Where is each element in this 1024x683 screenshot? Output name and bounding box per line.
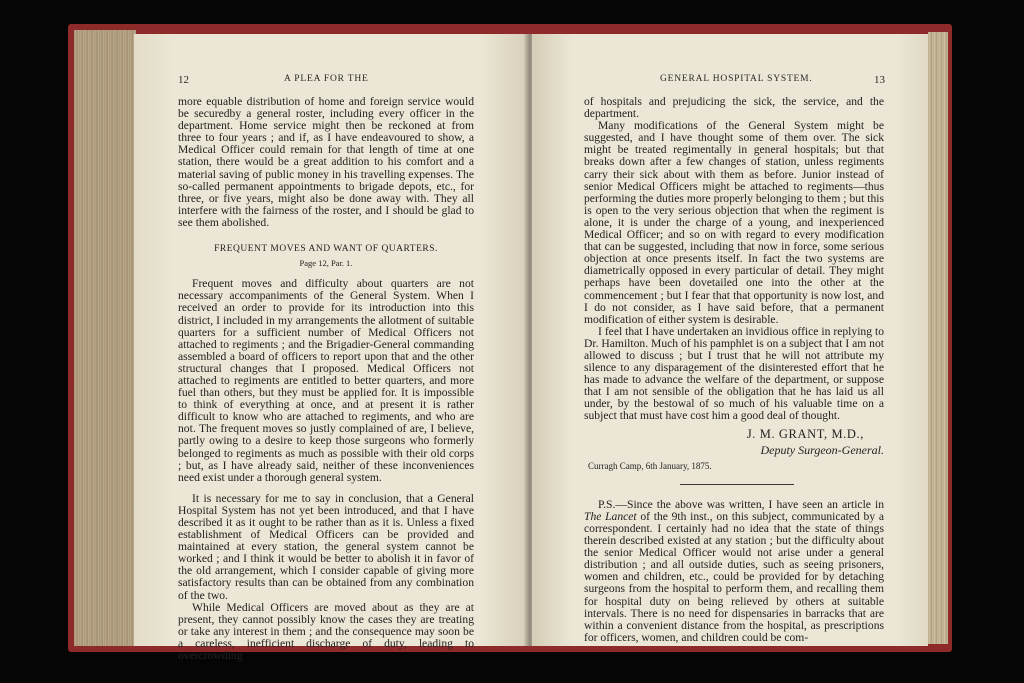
right-page-number: 13: [874, 74, 885, 86]
left-page-edges: [74, 30, 136, 646]
left-page: [134, 34, 528, 663]
postscript: [584, 499, 884, 644]
ps-opening: P.S.—Since the above was written, I have seen an article in: [598, 497, 884, 511]
right-page-body: [584, 96, 884, 644]
signature-title: Deputy Surgeon-General.: [760, 442, 884, 457]
left-paragraph-4: While Medical Officers are moved about as they are at present, they cannot possibly know the cases they are treating or take any interest in them ; and the consequence may soon be a careless, inefficient discharge of duty, leading to overcrowding: [178, 600, 474, 663]
right-page: [532, 34, 928, 646]
right-running-head: GENERAL HOSPITAL SYSTEM.: [660, 74, 813, 84]
section-title: FREQUENT MOVES AND WANT OF QUARTERS.: [214, 244, 438, 255]
right-paragraph-1: of hospitals and prejudicing the sick, the service, and the department.: [584, 95, 884, 121]
left-page-body: [178, 96, 474, 662]
signature-place-date: Curragh Camp, 6th January, 1875.: [588, 460, 712, 471]
right-page-edges: [928, 32, 948, 644]
left-page-number: 12: [178, 74, 189, 86]
ps-text: of the 9th inst., on this subject, communicated by a correspondent. I certainly had no idea that the state of things therein described existed at any station ; but the difficulty about the senior Medical Officer would not arise under a general distribution ; and all outside duties, such as seeing prisoners, women and children, etc., could be provided for by detaching surgeons from the hospital to perform them, and recalling them for hospital duty on being relieved by others at suitable intervals. There is no need for dispensaries in barracks that are within a convenient distance from the hospital, as prescriptions for officers, women, and children could be com-: [584, 509, 885, 644]
right-paragraph-2: Many modifications of the General System might be suggested, and I have thought some of them over. The sick might be treated regimentally in general hospitals; but that breaks down after a few changes of station, unless regiments carry their sick about with them as before. Junior instead of senior Medical Officers might be attached to regiments—thus performing the duties more properly belonging to them ; but this is open to the very serious objection that when the regiment is alone, it is under the charge of a young, and inexperienced Medical Officer; and so on with regard to every modification that can be suggested, including that now in force, some serious objection at once presents itself. In fact the two systems are diametrically opposed in every particular of detail. They might perhaps have been dovetailed one into the other at the commencement ; but I fear that that opportunity is now lost, and I do not consider, as I have said before, that a permanent modification of either system is desirable.: [584, 119, 884, 326]
signature-name: J. M. GRANT, M.D.,: [746, 426, 864, 441]
left-paragraph-3: It is necessary for me to say in conclusion, that a General Hospital System has not yet been introduced, and that I have described it as it ought to be rather than as it is. Unless a fixed establishment of Medical Officers can be provided and maintained at every station, the general system cannot be worked ; and I think it would be better to abolish it in favor of the old arrangement, which I consider capable of giving more satisfactory results than can be obtained from any combination of the two.: [178, 491, 474, 602]
ps-journal: The Lancet: [584, 509, 637, 523]
right-paragraph-3: I feel that I have undertaken an invidious office in replying to Dr. Hamilton. Much of his pamphlet is on a subject that I am not allowed to discuss ; but I trust that he will not attribute my silence to any disparagement of the disinterested effort that he has made to advance the welfare of the department, or suppose that I am not sensible of the obligation that he has laid us all under, by the bestowal of so much of his valuable time on a subject that must have cost him a good deal of thought.: [584, 324, 884, 423]
left-paragraph-1: more equable distribution of home and foreign service would be securedby a general roster, including every officer in the department. Home service might then be reckoned at from three to four years ; and if, as I have endeavoured to show, a Medical Officer could remain for that length of time at one station, there would be a great addition to his comfort and a material saving of public money in his travelling expenses. The so-called permanent appointments to brigade depots, etc., for three, or five years, might also be done away with. They all interfere with the fairness of the roster, and I should be glad to see them abolished.: [178, 95, 474, 229]
left-running-head: A PLEA FOR THE: [284, 74, 369, 84]
left-paragraph-2: Frequent moves and difficulty about quarters are not necessary accompaniments of the General System. When I received an order to provide for its introduction into this district, I included in my arrangements the allotment of suitable quarters for a sufficient number of Medical Officers not attached to regiments ; and the Brigadier-General commanding assembled a board of officers to report upon that and the other structural changes that I proposed. Medical Officers not attached to regiments are entitled to better quarters, and more fuel than others, but they must be applied for. It is impossible to think of everything at once, and at present it is rather difficult to know who are attached to regiments, and who are not. The frequent moves so justly complained of are, I believe, partly owing to a desire to keep those surgeons who formerly belonged to regiments as much as possible with their old corps ; but, as I have already said, neither of these inconveniences need exist under a thorough general system.: [178, 277, 474, 484]
section-reference: Page 12, Par. 1.: [299, 258, 353, 269]
